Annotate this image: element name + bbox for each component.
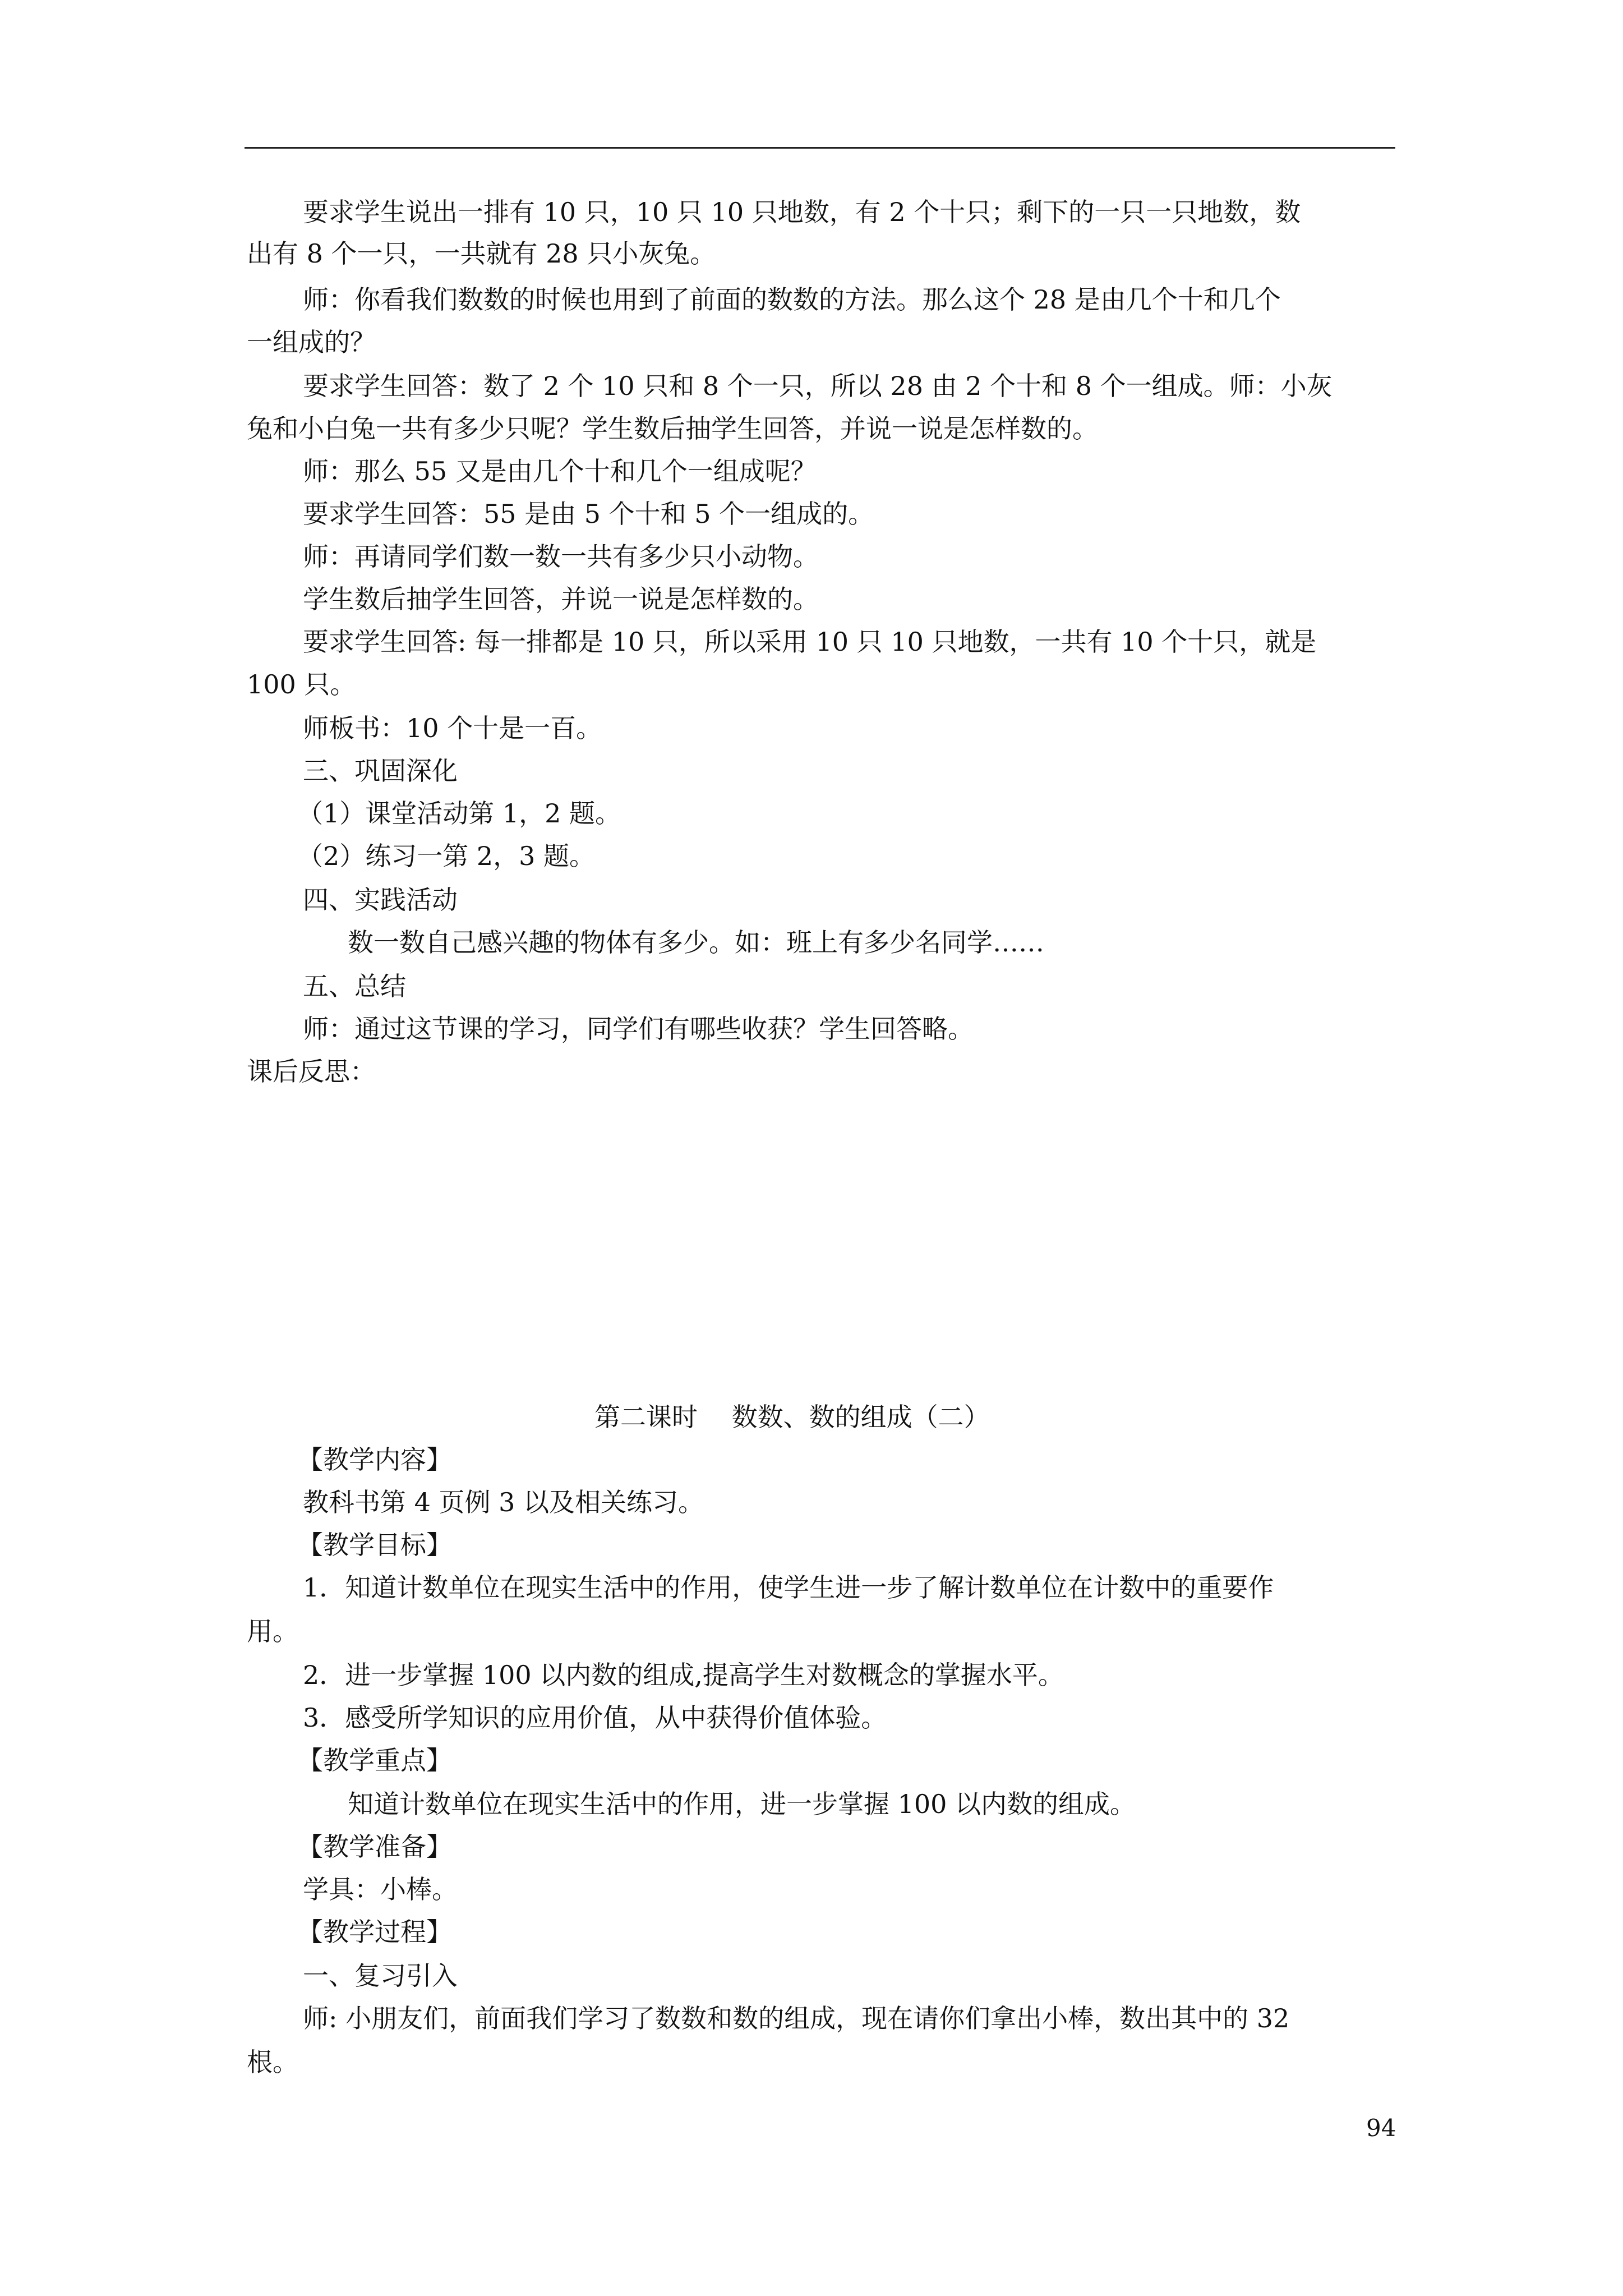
paragraph-line: 一组成的？ — [247, 327, 376, 357]
section-heading: 三、巩固深化 — [303, 756, 458, 786]
paragraph-line: 数一数自己感兴趣的物体有多少。如：班上有多少名同学…… — [348, 927, 1044, 958]
paragraph-line: 100 只。 — [247, 669, 356, 700]
section-heading: 四、实践活动 — [303, 885, 458, 915]
header-rule — [245, 147, 1395, 149]
section-heading: 【教学准备】 — [297, 1832, 452, 1862]
section-heading: 五、总结 — [303, 971, 406, 1001]
section-heading: 【教学内容】 — [297, 1444, 452, 1475]
lesson-title: 第二课时 数数、数的组成（二） — [594, 1402, 990, 1432]
paragraph-line: 要求学生回答：数了 2 个 10 只和 8 个一只，所以 28 由 2 个十和 8 个一组成。师：小灰 — [303, 371, 1332, 401]
paragraph-line: 要求学生回答：55 是由 5 个十和 5 个一组成的。 — [303, 499, 874, 529]
paragraph-line: 要求学生说出一排有 10 只，10 只 10 只地数，有 2 个十只；剩下的一只一只地数，数 — [303, 197, 1301, 227]
paragraph-line: 师：那么 55 又是由几个十和几个一组成呢？ — [303, 456, 817, 486]
paragraph-line: 学生数后抽学生回答，并说一说是怎样数的。 — [303, 584, 819, 614]
paragraph-line: 用。 — [247, 1616, 298, 1646]
section-heading: 【教学目标】 — [297, 1530, 452, 1560]
paragraph-line: 兔和小白兔一共有多少只呢？学生数后抽学生回答，并说一说是怎样数的。 — [247, 413, 1098, 444]
list-item: （2）练习一第 2，3 题。 — [297, 841, 596, 871]
paragraph-line: 根。 — [247, 2047, 298, 2077]
paragraph-line: 师：通过这节课的学习，同学们有哪些收获？学生回答略。 — [303, 1014, 974, 1044]
section-heading: 【教学重点】 — [297, 1745, 452, 1775]
page-number: 94 — [1366, 2114, 1396, 2142]
reflection-label: 课后反思： — [247, 1056, 376, 1087]
paragraph-line: 1．知道计数单位在现实生活中的作用，使学生进一步了解计数单位在计数中的重要作 — [303, 1572, 1274, 1603]
paragraph-line: 要求学生回答: 每一排都是 10 只，所以采用 10 只 10 只地数，一共有 10 个十只，就是 — [303, 627, 1317, 657]
paragraph-line: 知道计数单位在现实生活中的作用，进一步掌握 100 以内数的组成。 — [348, 1789, 1136, 1819]
paragraph-line: 学具：小棒。 — [303, 1874, 458, 1904]
section-heading: 一、复习引入 — [303, 1961, 458, 1991]
paragraph-line: 师: 小朋友们，前面我们学习了数数和数的组成，现在请你们拿出小棒，数出其中的 32 — [303, 2003, 1290, 2033]
paragraph-line: 师：你看我们数数的时候也用到了前面的数数的方法。那么这个 28 是由几个十和几个 — [303, 284, 1281, 315]
paragraph-line: 2．进一步掌握 100 以内数的组成,提高学生对数概念的掌握水平。 — [303, 1660, 1064, 1690]
list-item: （1）课堂活动第 1，2 题。 — [297, 798, 621, 829]
paragraph-line: 3．感受所学知识的应用价值，从中获得价值体验。 — [303, 1703, 887, 1733]
section-heading: 【教学过程】 — [297, 1917, 452, 1947]
paragraph-line: 出有 8 个一只，一共就有 28 只小灰兔。 — [247, 238, 716, 269]
paragraph-line: 师：再请同学们数一数一共有多少只小动物。 — [303, 541, 819, 572]
paragraph-line: 教科书第 4 页例 3 以及相关练习。 — [303, 1487, 704, 1517]
paragraph-line: 师板书：10 个十是一百。 — [303, 713, 602, 743]
